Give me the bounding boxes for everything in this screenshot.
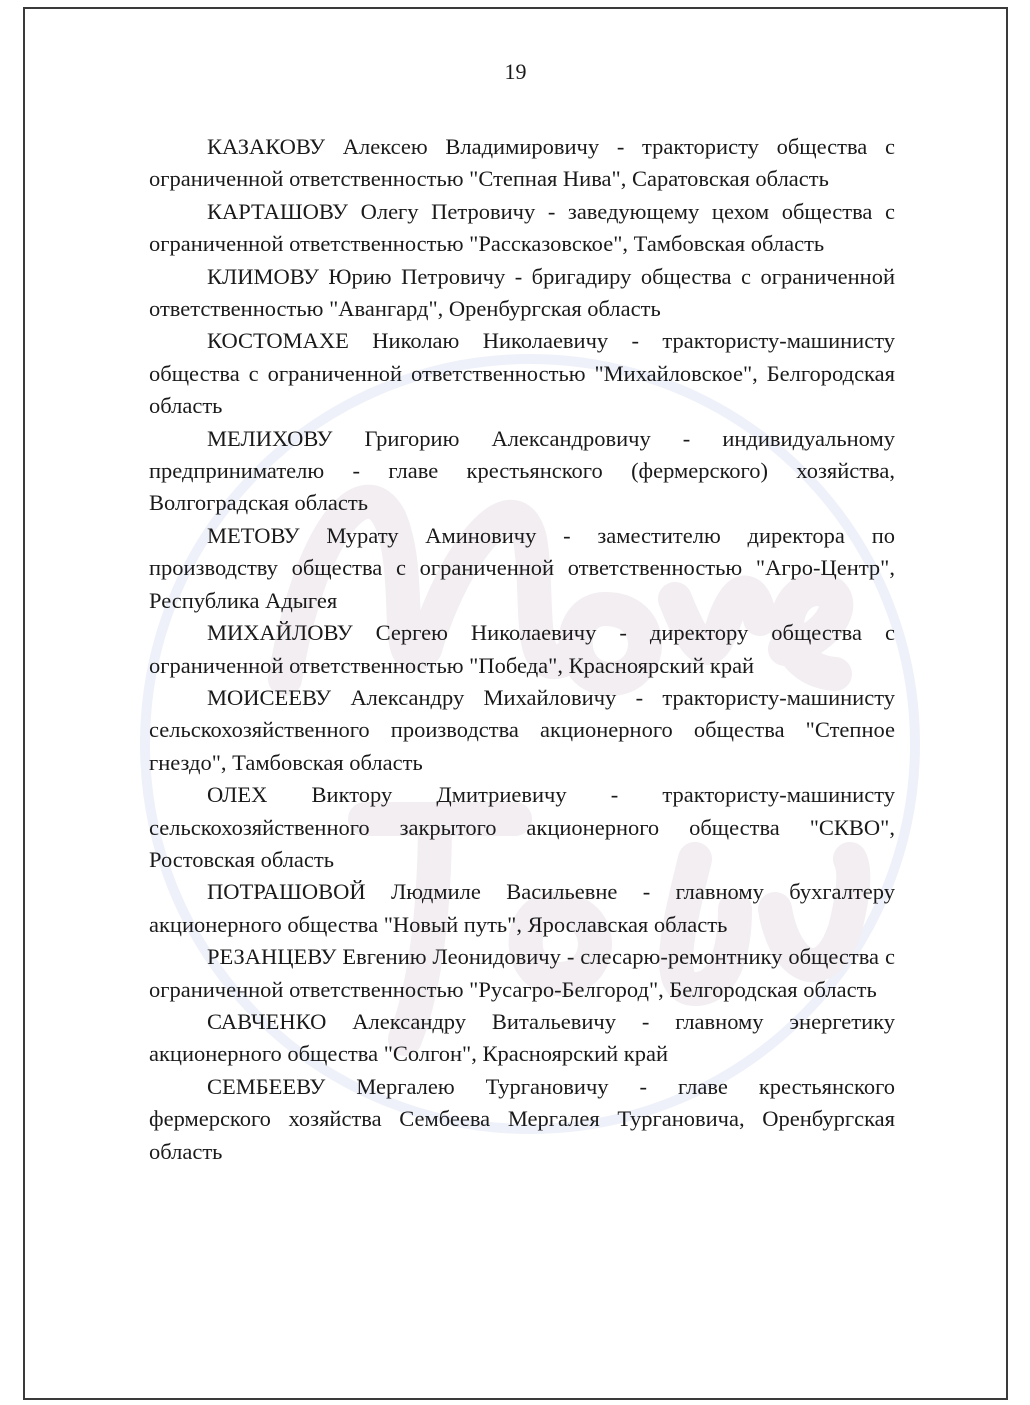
recipient-details: Николаю Николаевичу - трактористу-машинисту общества с ограниченной ответственностью "Михайловское", Белгородская область: [149, 328, 895, 419]
list-item: [149, 520, 895, 617]
recipient-surname: КАРТАШОВУ: [207, 198, 348, 224]
recipient-details: Виктору Дмитриевичу - трактористу-машинисту сельскохозяйственного закрытого акционерного общества "СКВО", Ростовская область: [149, 782, 895, 872]
list-item: [149, 1006, 895, 1071]
recipient-surname: ПОТРАШОВОЙ: [207, 879, 366, 905]
document-page: [23, 7, 1008, 1400]
list-item: [149, 131, 895, 196]
recipient-surname: СЕМБЕЕВУ: [207, 1073, 326, 1099]
list-item: [149, 941, 895, 1006]
award-list: [149, 131, 895, 1168]
list-item: [149, 779, 895, 876]
recipient-surname: КОСТОМАХЕ: [207, 328, 349, 354]
list-item: [149, 682, 895, 779]
recipient-details: Евгению Леонидовичу - слесарю-ремонтнику общества с ограниченной ответственностью "Русагро-Белгород", Белгородская область: [149, 944, 895, 1002]
page-number: 19: [504, 59, 527, 84]
recipient-surname: КАЗАКОВУ: [207, 134, 326, 159]
list-item: [149, 325, 895, 422]
list-item: [149, 1071, 895, 1168]
recipient-details: Алексею Владимировичу - трактористу общества с ограниченной ответственностью "Степная Нива", Саратовская область: [149, 134, 895, 192]
recipient-surname: МЕЛИХОВУ: [207, 425, 333, 451]
recipient-details: Юрию Петровичу - бригадиру общества с ограниченной ответственностью "Авангард", Оренбургская область: [149, 263, 895, 322]
recipient-surname: САВЧЕНКО: [207, 1008, 327, 1034]
list-item: [149, 617, 895, 682]
list-item: [149, 261, 895, 326]
recipient-details: Григорию Александровичу - индивидуальному предпринимателю - главе крестьянского (фермерского) хозяйства, Волгоградская область: [149, 425, 895, 516]
recipient-details: Олегу Петровичу - заведующему цехом общества с ограниченной ответственностью "Рассказовское", Тамбовская область: [149, 198, 895, 257]
recipient-details: Александру Михайловичу - трактористу-машинисту сельскохозяйственного производства акционерного общества "Степное гнездо", Тамбовская область: [149, 684, 895, 775]
recipient-surname: РЕЗАНЦЕВУ: [207, 944, 337, 970]
list-item: [149, 876, 895, 941]
recipient-surname: КЛИМОВУ: [207, 263, 319, 289]
recipient-surname: ОЛЕХ: [207, 782, 268, 808]
list-item: [149, 423, 895, 520]
recipient-surname: МЕТОВУ: [207, 522, 300, 548]
recipient-details: Мурату Аминовичу - заместителю директора по производству общества с ограниченной ответственностью "Агро-Центр", Республика Адыгея: [149, 522, 895, 613]
recipient-surname: МОИСЕЕВУ: [207, 684, 332, 710]
recipient-details: Людмиле Васильевне - главному бухгалтеру акционерного общества "Новый путь", Ярославская область: [149, 879, 895, 937]
recipient-details: Сергею Николаевичу - директору общества с ограниченной ответственностью "Победа", Красноярский край: [149, 620, 895, 678]
recipient-surname: МИХАЙЛОВУ: [207, 620, 353, 646]
list-item: [149, 196, 895, 261]
recipient-details: Александру Витальевичу - главному энергетику акционерного общества "Солгон", Красноярский край: [149, 1008, 895, 1067]
recipient-details: Мергалею Тургановичу - главе крестьянского фермерского хозяйства Сембеева Мергалея Тургановича, Оренбургская область: [149, 1073, 895, 1164]
